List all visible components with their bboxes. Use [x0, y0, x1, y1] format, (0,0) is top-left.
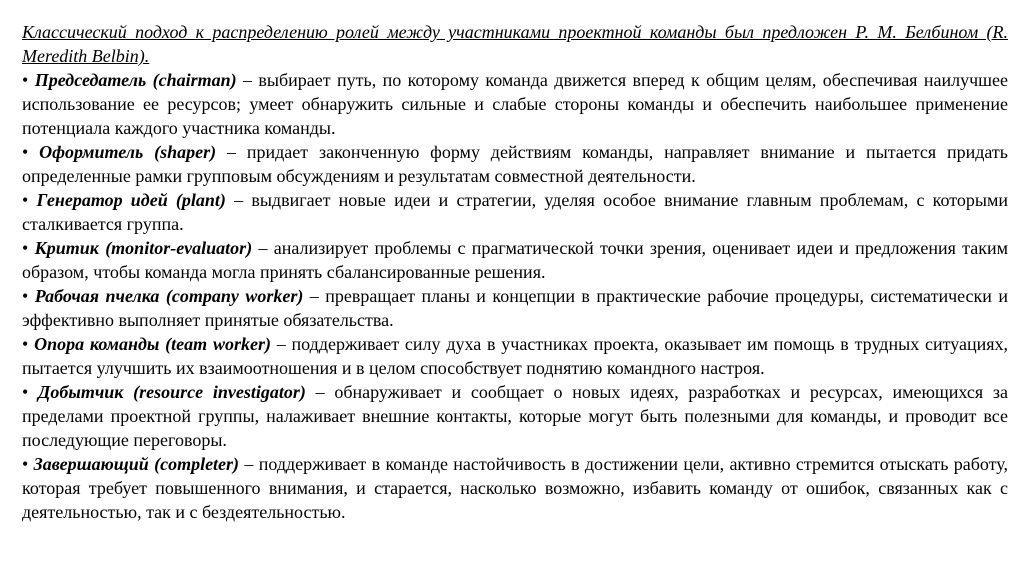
- dash-separator: –: [243, 70, 252, 90]
- dash-separator: –: [315, 382, 325, 402]
- bullet-icon: •: [22, 142, 29, 162]
- role-name: Завершающий (completer): [33, 454, 240, 474]
- bullet-item-team-worker: [22, 332, 1008, 380]
- role-description: выбирает путь, по которому команда движется вперед к общим целям, обеспечивая наилучшее использование ее ресурсов; умеет обнаружить сильные и слабые стороны команды и обеспечить наибольшее применение потенциала каждого участника команды.: [22, 70, 1008, 138]
- bullet-item-company-worker: [22, 284, 1008, 332]
- bullet-item-completer: [22, 452, 1008, 524]
- bullet-icon: •: [22, 190, 29, 210]
- bullet-icon: •: [22, 382, 29, 402]
- bullet-icon: •: [22, 454, 29, 474]
- role-name: Критик (monitor-evaluator): [34, 238, 253, 258]
- role-name: Добытчик (resource investigator): [38, 382, 306, 402]
- dash-separator: –: [258, 238, 268, 258]
- bullet-icon: •: [22, 286, 29, 306]
- role-description: превращает планы и концепции в практические рабочие процедуры, систематически и эффективно выполняет принятые обязательства.: [22, 286, 1009, 330]
- role-description: придает законченную форму действиям команды, направляет внимание и пытается придать определенные рамки групповым обсуждениям и результатам совместной деятельности.: [22, 142, 1008, 186]
- role-name: Оформитель (shaper): [39, 142, 217, 162]
- role-name: Опора команды (team worker): [34, 334, 271, 354]
- slide-heading: Классический подход к распределению ролей между участниками проектной команды был предложен Р. М. Белбином (R. Meredith Belbin).: [22, 22, 1008, 66]
- role-name: Председатель (chairman): [34, 70, 237, 90]
- role-description: анализирует проблемы с прагматической точки зрения, оценивает идеи и предложения таким образом, чтобы команда могла принять сбалансированные решения.: [22, 238, 1009, 282]
- dash-separator: –: [244, 454, 254, 474]
- bullet-icon: •: [22, 70, 29, 90]
- dash-separator: –: [227, 142, 236, 162]
- role-name: Рабочая пчелка (company worker): [34, 286, 304, 306]
- bullet-item-chairman: [22, 68, 1008, 140]
- bullet-icon: •: [22, 238, 29, 258]
- bullet-item-monitor-evaluator: [22, 236, 1008, 284]
- role-description: обнаруживает и сообщает о новых идеях, разработках и ресурсах, имеющихся за пределами проектной группы, налаживает внешние контакты, которые могут быть полезными для команды, и проводит все последующие переговоры.: [22, 382, 1009, 450]
- role-description: выдвигает новые идеи и стратегии, уделяя особое внимание главным проблемам, с которыми сталкивается группа.: [22, 190, 1009, 234]
- dash-separator: –: [309, 286, 319, 306]
- dash-separator: –: [276, 334, 286, 354]
- bullet-item-shaper: [22, 140, 1008, 188]
- bullet-icon: •: [22, 334, 29, 354]
- role-description: поддерживает силу духа в участниках проекта, оказывает им помощь в трудных ситуациях, пытается улучшить их взаимоотношения и в целом способствует поднятию командного настроя.: [22, 334, 1009, 378]
- bullet-item-resource-investigator: [22, 380, 1008, 452]
- dash-separator: –: [234, 190, 244, 210]
- bullet-item-plant: [22, 188, 1008, 236]
- role-description: поддерживает в команде настойчивость в достижении цели, активно стремится отыскать работу, которая требует повышенного внимания, и старается, насколько возможно, избавить команду от ошибок, связанных как с деятельностью, так и с бездеятельностью.: [22, 454, 1009, 522]
- role-name: Генератор идей (plant): [36, 190, 226, 210]
